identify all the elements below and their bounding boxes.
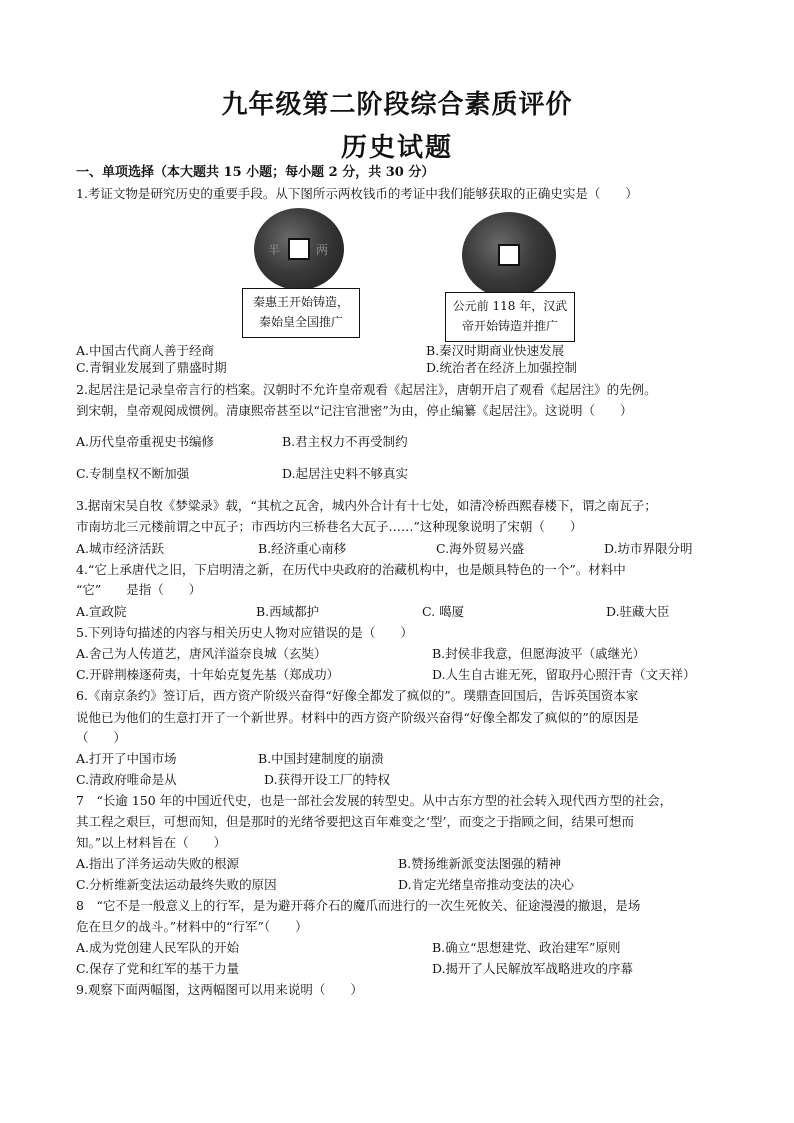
section-heading: 一、单项选择（本大题共 15 小题；每小题 2 分，共 30 分） [76,165,435,180]
coin-character: 半 [268,243,281,257]
option-c: C.海外贸易兴盛 [436,541,525,556]
option-c: C.保存了党和红军的基干力量 [76,961,240,976]
option-b: B.确立“思想建党、政治建军”原则 [432,940,621,955]
option-c: C.分析维新变法运动最终失败的原因 [76,877,277,892]
option-a: A.舍己为人传道艺，唐风洋溢奈良城（玄奘） [76,646,327,661]
question-7-stem: 知。”以上材料旨在（ ） [76,835,227,850]
question-4-stem: 4.“它上承唐代之旧，下启明清之新，在历代中央政府的治藏机构中，也是颇具特色的一个”。材料中 [76,562,626,577]
caption-line: 秦始皇全国推广 [258,315,343,329]
option-a: A.中国古代商人善于经商 [76,343,215,358]
option-c: C. 噶厦 [422,604,465,619]
option-b: B.秦汉时期商业快速发展 [426,343,565,358]
coin-square-hole [498,244,520,266]
question-4-stem: “它” 是指（ ） [76,582,202,597]
question-7-stem: 7 “长逾 150 年的中国近代史，也是一部社会发展的转型史。从中古东方型的社会转入现代西方型的社会， [76,793,673,808]
option-b: B.赞扬维新派变法图强的精神 [398,856,562,871]
page-title: 九年级第二阶段综合素质评价 [221,90,573,120]
caption-line: 秦惠王开始铸造， [252,295,349,309]
option-d: D.肯定光绪皇帝推动变法的决心 [398,877,575,892]
option-b: B.经济重心南移 [258,541,347,556]
option-a: A.指出了洋务运动失败的根源 [76,856,240,871]
option-d: D.揭开了人民解放军战略进攻的序幕 [432,961,634,976]
question-6-stem: （ ） [76,730,127,745]
option-c: C.专制皇权不断加强 [76,466,190,481]
option-a: A.打开了中国市场 [76,751,177,766]
option-b: B.君主权力不再受制约 [282,434,408,449]
option-b: B.西域都护 [256,604,320,619]
coin-square-hole [288,238,310,260]
question-9-stem: 9.观察下面两幅图，这两幅图可以用来说明（ ） [76,982,363,997]
option-a: A.城市经济活跃 [76,541,165,556]
question-5-stem: 5.下列诗句描述的内容与相关历史人物对应错误的是（ ） [76,625,413,640]
option-d: D.人生自古谁无死，留取丹心照汗青（文天祥） [432,667,696,682]
option-d: D.获得开设工厂的特权 [264,772,391,787]
question-6-stem: 6.《南京条约》签订后，西方资产阶级兴奋得“好像全都发了疯似的”。璞鼎查回国后，告诉英国资本家 [76,688,639,703]
caption-line: 帝开始铸造并推广 [461,319,558,333]
option-c: C.开辟荆榛逐荷夷，十年始克复先基（郑成功） [76,667,340,682]
option-a: A.成为党创建人民军队的开始 [76,940,240,955]
option-c: C.清政府唯命是从 [76,772,177,787]
option-d: D.驻藏大臣 [606,604,670,619]
question-3-stem: 市南坊北三元楼前谓之中瓦子；市西坊内三桥巷名大瓦子……”这种现象说明了宋朝（ ） [76,519,583,534]
caption-line: 公元前 118 年，汉武 [452,299,568,313]
question-7-stem: 其工程之艰巨，可想而知，但是那时的光绪爷要把这百年难变之‘型’，而变之于指顾之间，结果可想而 [76,814,634,829]
right-coin-caption [445,292,575,342]
question-8-stem: 8 “它不是一般意义上的行军，是为避开蒋介石的魔爪而进行的一次生死攸关、征途漫漫的撤退，是场 [76,898,641,913]
question-2-stem: 到宋朝，皇帝观阅成惯例。清康熙帝甚至以“记注官泄密”为由，停止编纂《起居注》。这说明（ ） [76,403,633,418]
option-a: A.历代皇帝重视史书编修 [76,434,215,449]
option-b: B.封侯非我意，但愿海波平（戚继光） [432,646,646,661]
left-coin-caption [242,288,360,338]
question-1-stem: 1.考证文物是研究历史的重要手段。从下图所示两枚钱币的考证中我们能够获取的正确史实是（ ） [76,186,638,201]
ban-liang-coin-image [254,208,344,290]
option-a: A.宣政院 [76,604,127,619]
option-d: D.起居注史料不够真实 [282,466,409,481]
question-8-stem: 危在旦夕的战斗。”材料中的“行军”（ ） [76,919,308,934]
option-c: C.青铜业发展到了鼎盛时期 [76,360,227,375]
option-b: B.中国封建制度的崩溃 [258,751,384,766]
option-d: D.坊市界限分明 [604,541,693,556]
question-3-stem: 3.据南宋吴自牧《梦粱录》载，“其杭之瓦舍，城内外合计有十七处，如清冷桥西熙春楼下，谓之南瓦子； [76,498,657,513]
question-2-stem: 2.起居注是记录皇帝言行的档案。汉朝时不允许皇帝观看《起居注》，唐朝开启了观看《起居注》的先例。 [76,382,657,397]
wu-zhu-coin-image [462,212,556,298]
question-6-stem: 说他已为他们的生意打开了一个新世界。材料中的西方资产阶级兴奋得“好像全都发了疯似的”的原因是 [76,710,639,725]
page-subtitle: 历史试题 [340,133,453,163]
coin-character: 两 [316,243,329,257]
option-d: D.统治者在经济上加强控制 [426,360,578,375]
